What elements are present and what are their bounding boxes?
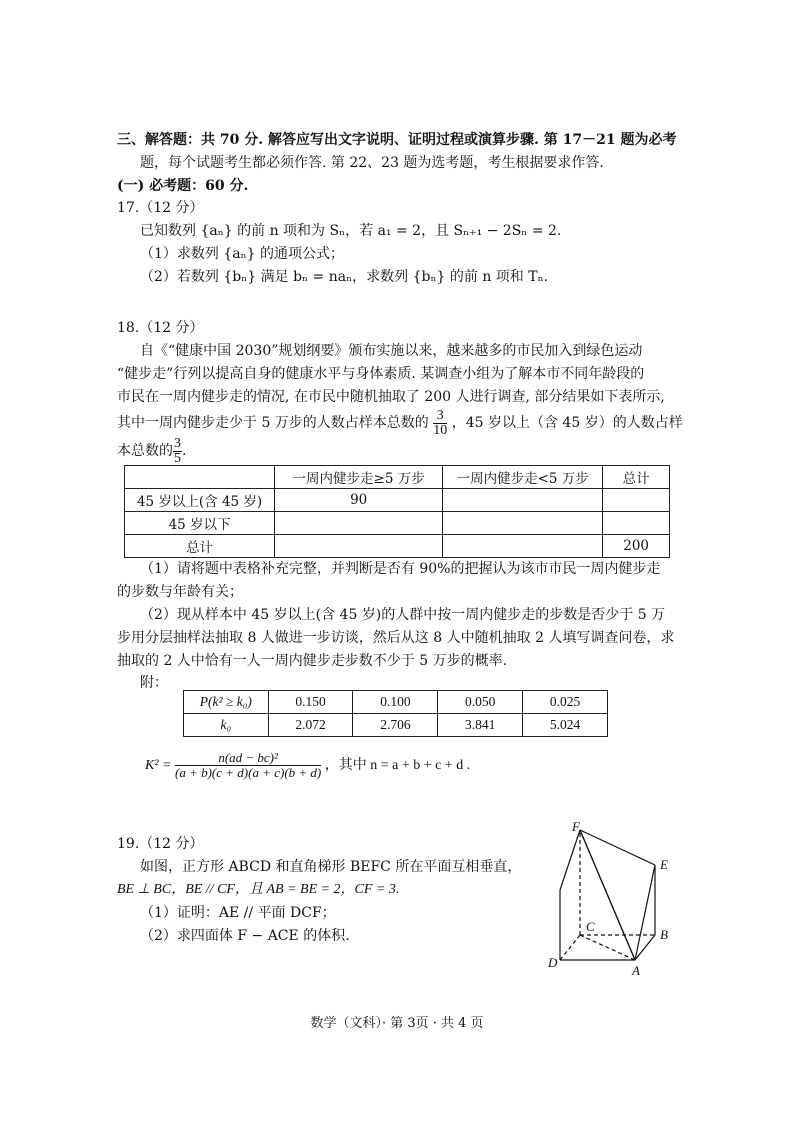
q18-part1-a: （1）请将题中表格补充完整，并判断是否有 90%的把握认为该市市民一周内健步走 bbox=[140, 561, 661, 577]
table-cell bbox=[125, 466, 275, 489]
q17-heading: 17.（12 分） bbox=[117, 200, 204, 216]
table-cell: 45 岁以下 bbox=[125, 512, 275, 535]
table-cell bbox=[603, 489, 670, 512]
fraction-3-10: $\frac{3}{10}$ bbox=[433, 407, 448, 438]
appendix-label: 附： bbox=[140, 675, 168, 691]
table-row bbox=[184, 714, 608, 737]
edge-CA bbox=[580, 935, 635, 960]
section-heading: 三、解答题：共 70 分. 解答应写出文字说明、证明过程或演算步骤. 第 17－21 题为必考 bbox=[117, 132, 677, 148]
q18-part2-a: （2）现从样本中 45 岁以上(含 45 岁)的人群中按一周内健步走的步数是否少于 5 万 bbox=[140, 607, 666, 623]
required-heading: (一) 必考题：60 分. bbox=[117, 178, 249, 194]
q17-stem: 已知数列 {aₙ} 的前 n 项和为 Sₙ，若 a₁ = 2，且 Sₙ₊₁ − 2Sₙ = 2. bbox=[140, 223, 562, 239]
table-cell: 90 bbox=[275, 489, 443, 512]
table-cell: 5.024 bbox=[523, 714, 608, 737]
table-cell: 2.072 bbox=[268, 714, 353, 737]
label-E: E bbox=[660, 857, 668, 872]
edge-D-F bbox=[560, 830, 580, 890]
q18-heading: 18.（12 分） bbox=[117, 320, 204, 336]
table-cell: 0.050 bbox=[438, 691, 523, 714]
table-header: 总计 bbox=[603, 466, 670, 489]
table-cell bbox=[603, 512, 670, 535]
table-cell: 2.706 bbox=[353, 714, 438, 737]
label-C: C bbox=[586, 919, 595, 934]
edge-AE bbox=[635, 865, 655, 960]
q17-part1: （1）求数列 {aₙ} 的通项公式； bbox=[140, 246, 345, 262]
table-cell bbox=[443, 489, 603, 512]
critical-value-table bbox=[183, 690, 608, 737]
q18-line5: 本总数的 $\frac{3}{5}$ . bbox=[117, 435, 187, 466]
q19-part1: （1）证明：AE // 平面 DCF； bbox=[140, 905, 336, 921]
q18-line4-b: ，45 岁以上（含 45 岁）的人数占样 bbox=[451, 415, 683, 431]
q19-heading: 19.（12 分） bbox=[117, 836, 204, 852]
table-cell bbox=[275, 512, 443, 535]
q19-line1: 如图，正方形 ABCD 和直角梯形 BEFC 所在平面互相垂直， bbox=[140, 859, 522, 875]
q18-line1: 自《“健康中国 2030”规划纲要》颁布实施以来，越来越多的市民加入到绿色运动 bbox=[140, 343, 643, 359]
table-header: 一周内健步走<5 万步 bbox=[443, 466, 603, 489]
table-cell: 总计 bbox=[125, 535, 275, 558]
q19-part2: （2）求四面体 F − ACE 的体积. bbox=[140, 928, 350, 944]
table-cell: 3.841 bbox=[438, 714, 523, 737]
label-F: F bbox=[572, 819, 580, 834]
label-A: A bbox=[632, 963, 640, 978]
label-B: B bbox=[660, 927, 668, 942]
table-cell bbox=[275, 535, 443, 558]
q19-line2: BE ⊥ BC，BE // CF，且 AB = BE = 2，CF = 3. bbox=[117, 882, 400, 897]
chi-square-formula: K² = $\frac{\text{n(ad − bc)²}}{(a + b)(c + d)(a + c)(b + d)}$ ，其中 n = a + b + c + d . bbox=[145, 750, 471, 781]
table-row bbox=[125, 535, 670, 558]
q18-part2-c: 抽取的 2 人中恰有一人一周内健步走步数不少于 5 万步的概率. bbox=[117, 653, 508, 669]
formula-fraction: $\frac{\text{n(ad − bc)²}}{(a + b)(c + d)(a + c)(b + d)}$ bbox=[174, 750, 322, 781]
page-footer: 数学（文科）· 第 3页 · 共 4 页 bbox=[310, 1016, 484, 1031]
table-row bbox=[184, 691, 608, 714]
geometry-figure bbox=[540, 815, 690, 985]
edge-FA-face bbox=[580, 830, 635, 960]
table-row bbox=[125, 512, 670, 535]
q18-line4 bbox=[117, 408, 683, 438]
table-cell: 200 bbox=[603, 535, 670, 558]
table-cell: P(k² ≥ k₀) bbox=[184, 691, 269, 714]
q18-line2: “健步走”行列以提高自身的健康水平与身体素质. 某调查小组为了解本市不同年龄段的 bbox=[117, 366, 645, 382]
table-cell bbox=[443, 512, 603, 535]
q18-part2-b: 步用分层抽样法抽取 8 人做进一步访谈，然后从这 8 人中随机抽取 2 人填写调查问卷，求 bbox=[117, 630, 675, 646]
table-row bbox=[125, 489, 670, 512]
edge-FE bbox=[580, 830, 655, 865]
survey-table bbox=[124, 465, 670, 558]
q18-line4-a: 其中一周内健步走少于 5 万步的人数占样本总数的 bbox=[117, 415, 429, 431]
label-D: D bbox=[548, 955, 558, 970]
q17-part2: （2）若数列 {bₙ} 满足 bₙ = naₙ，求数列 {bₙ} 的前 n 项和 Tₙ. bbox=[140, 269, 549, 285]
table-row bbox=[125, 466, 670, 489]
table-cell: 0.100 bbox=[353, 691, 438, 714]
table-cell bbox=[443, 535, 603, 558]
table-cell: 0.150 bbox=[268, 691, 353, 714]
q18-part1-b: 的步数与年龄有关； bbox=[117, 584, 243, 600]
section-instructions: 题，每个试题考生都必须作答. 第 22、23 题为选考题，考生根据要求作答. bbox=[140, 155, 604, 171]
fraction-3-5: $\frac{3}{5}$ bbox=[174, 435, 181, 466]
table-cell: 0.025 bbox=[523, 691, 608, 714]
table-cell: k₀ bbox=[184, 714, 269, 737]
q18-line3: 市民在一周内健步走的情况, 在市民中随机抽取了 200 人进行调查, 部分结果如下表所示, bbox=[117, 389, 665, 405]
edge-DC bbox=[560, 935, 580, 960]
table-header: 一周内健步走≥5 万步 bbox=[275, 466, 443, 489]
table-cell: 45 岁以上(含 45 岁) bbox=[125, 489, 275, 512]
